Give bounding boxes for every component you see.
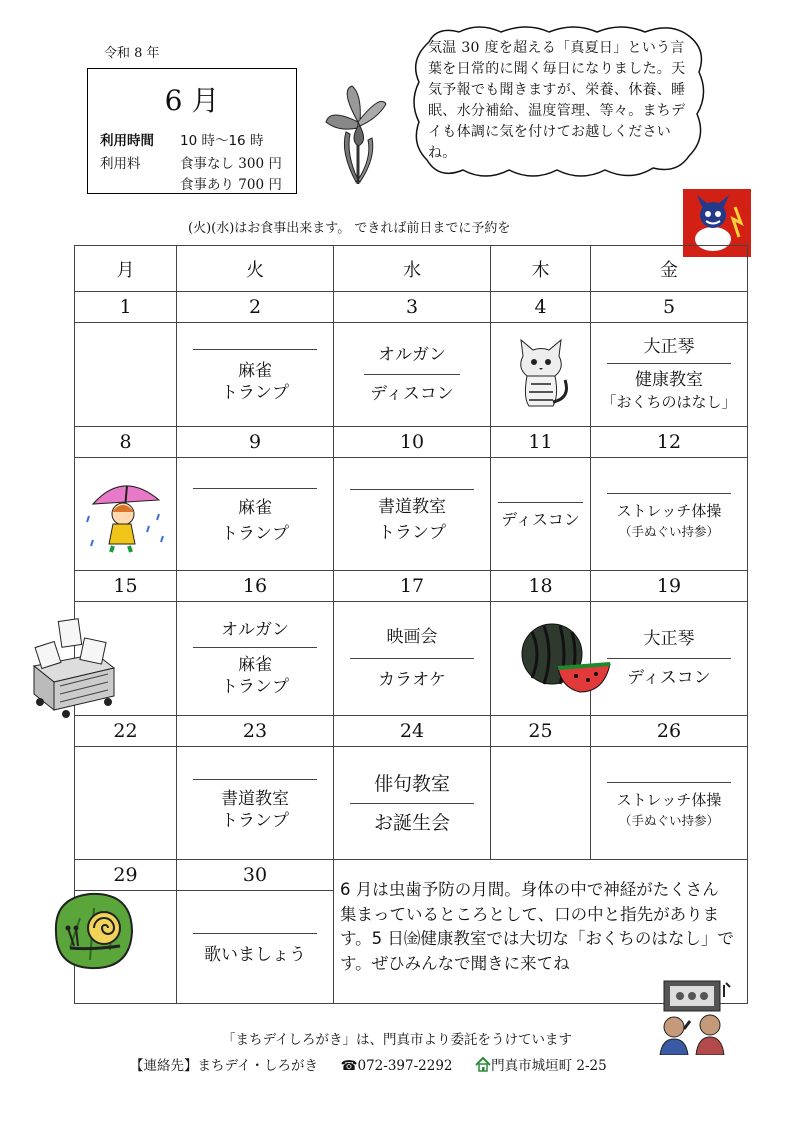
event-label: 大正琴 [643, 629, 695, 649]
footer-contact [130, 1054, 607, 1074]
date-cell: 11 [491, 427, 591, 458]
date-row [75, 427, 748, 458]
event-label: （手ぬぐい持参） [618, 812, 719, 828]
event-label: 映画会 [386, 627, 438, 647]
date-cell: 17 [334, 571, 491, 602]
date-cell: 23 [177, 716, 334, 747]
month-title: 6 月 [164, 84, 220, 117]
cat-icon [509, 336, 573, 410]
event-cell [591, 747, 748, 860]
event-label: ディスコン [501, 509, 580, 529]
phone-icon: ☎ [340, 1058, 358, 1074]
event-label: お誕生会 [373, 811, 450, 834]
event-label: トランプ [221, 677, 289, 697]
event-label: （手ぬぐい持参） [618, 523, 719, 539]
event-label: トランプ [378, 522, 446, 543]
event-label: 俳句教室 [373, 772, 450, 795]
date-row [75, 716, 748, 747]
event-cell [177, 747, 334, 860]
date-cell: 19 [591, 571, 748, 602]
event-label: トランプ [221, 810, 289, 831]
event-label: 書道教室 [378, 496, 446, 517]
event-cell [334, 458, 491, 571]
date-cell: 16 [177, 571, 334, 602]
date-cell: 8 [75, 427, 177, 458]
weekday-header-row [75, 246, 748, 292]
date-cell: 18 [491, 571, 591, 602]
event-cell [334, 747, 491, 860]
date-cell: 29 [75, 860, 177, 891]
fee-with-meal: 食事あり 700 円 [180, 177, 282, 193]
contact-label: 【連絡先】まちデイ・しろがき [130, 1058, 319, 1074]
event-cell [177, 458, 334, 571]
date-row [75, 571, 748, 602]
date-cell: 9 [177, 427, 334, 458]
event-cell [591, 458, 748, 571]
date-cell: 1 [75, 292, 177, 323]
event-label: トランプ [221, 383, 289, 403]
fee-no-meal: 食事なし 300 円 [180, 156, 282, 172]
event-cell [75, 458, 177, 571]
event-label: 大正琴 [643, 337, 695, 357]
weekday-fri: 金 [591, 246, 748, 292]
address: 門真市城垣町 2-25 [491, 1058, 607, 1074]
date-cell: 5 [591, 292, 748, 323]
girl-umbrella-icon [83, 470, 169, 554]
event-row [75, 602, 748, 716]
watermelon-icon [520, 622, 612, 694]
event-label: カラオケ [378, 670, 446, 690]
event-cell [334, 602, 491, 716]
info-box [87, 68, 297, 194]
hours-label: 利用時間 [100, 133, 154, 149]
date-cell: 30 [177, 860, 334, 891]
event-label: 麻雀 [238, 361, 272, 381]
date-cell: 24 [334, 716, 491, 747]
footer-commission: 「まちデイしろがき」は、門真市より委託をうけています [221, 1032, 573, 1048]
event-cell [591, 602, 748, 716]
weekday-thu: 木 [491, 246, 591, 292]
event-label: オルガン [378, 345, 446, 365]
event-cell [177, 323, 334, 427]
snail-icon [50, 888, 136, 972]
event-label: 麻雀 [238, 655, 272, 675]
event-row [75, 747, 748, 860]
date-cell: 3 [334, 292, 491, 323]
event-cell [491, 458, 591, 571]
event-label: 書道教室 [221, 788, 289, 809]
event-label: オルガン [221, 620, 289, 640]
health-note: 6 月は虫歯予防の月間。身体の中で神経がたくさん集まっているところとして、口の中と指先があります。5 日㈮健康教室では大切な「おくちのはなし」です。ぜひみんなで聞きに来てね [340, 880, 734, 973]
house-icon [475, 1057, 491, 1072]
event-label: ストレッチ体操 [616, 790, 722, 809]
meal-notice: (火)(水)はお食事出来ます。 できれば前日までに予約を [188, 221, 511, 236]
hours-value: 10 時～16 時 [180, 133, 264, 149]
date-cell: 26 [591, 716, 748, 747]
event-label: ストレッチ体操 [616, 501, 722, 520]
event-cell-empty [491, 747, 591, 860]
fee-label: 利用料 [100, 156, 141, 172]
cloud-message: 気温 30 度を超える「真夏日」という言葉を日常的に聞く毎日になりました。天気予報でも聞きますが、栄養、休養、睡眠、水分補給、温度管理、等々。まちデイも体調に気を付けてお越しくださいね。 [428, 40, 686, 161]
date-row [75, 292, 748, 323]
event-row [75, 458, 748, 571]
weekday-wed: 水 [334, 246, 491, 292]
phone-number: 072-397-2292 [357, 1058, 453, 1074]
event-cell [491, 323, 591, 427]
event-label: トランプ [221, 523, 289, 544]
event-cell-empty [75, 747, 177, 860]
event-label: 健康教室 [635, 370, 703, 390]
event-label: 麻雀 [238, 497, 272, 518]
date-cell: 4 [491, 292, 591, 323]
date-cell: 25 [491, 716, 591, 747]
date-cell: 12 [591, 427, 748, 458]
event-cell [334, 323, 491, 427]
event-label: 歌いましょう [204, 944, 306, 965]
event-cell [177, 602, 334, 716]
date-cell: 15 [75, 571, 177, 602]
event-label: 「おくちのはなし」 [601, 393, 737, 411]
mahjong-table-icon [26, 614, 120, 720]
event-cell-empty [75, 323, 177, 427]
event-label: ディスコン [627, 668, 711, 688]
weekday-tue: 火 [177, 246, 334, 292]
era-year: 令和 8 年 [104, 46, 160, 61]
date-cell: 22 [75, 716, 177, 747]
weekday-mon: 月 [75, 246, 177, 292]
event-label: ディスコン [370, 384, 454, 404]
event-cell [591, 323, 748, 427]
iris-flower-icon [320, 82, 396, 186]
event-cell [177, 891, 334, 1004]
event-row [75, 323, 748, 427]
date-cell: 10 [334, 427, 491, 458]
date-cell: 2 [177, 292, 334, 323]
